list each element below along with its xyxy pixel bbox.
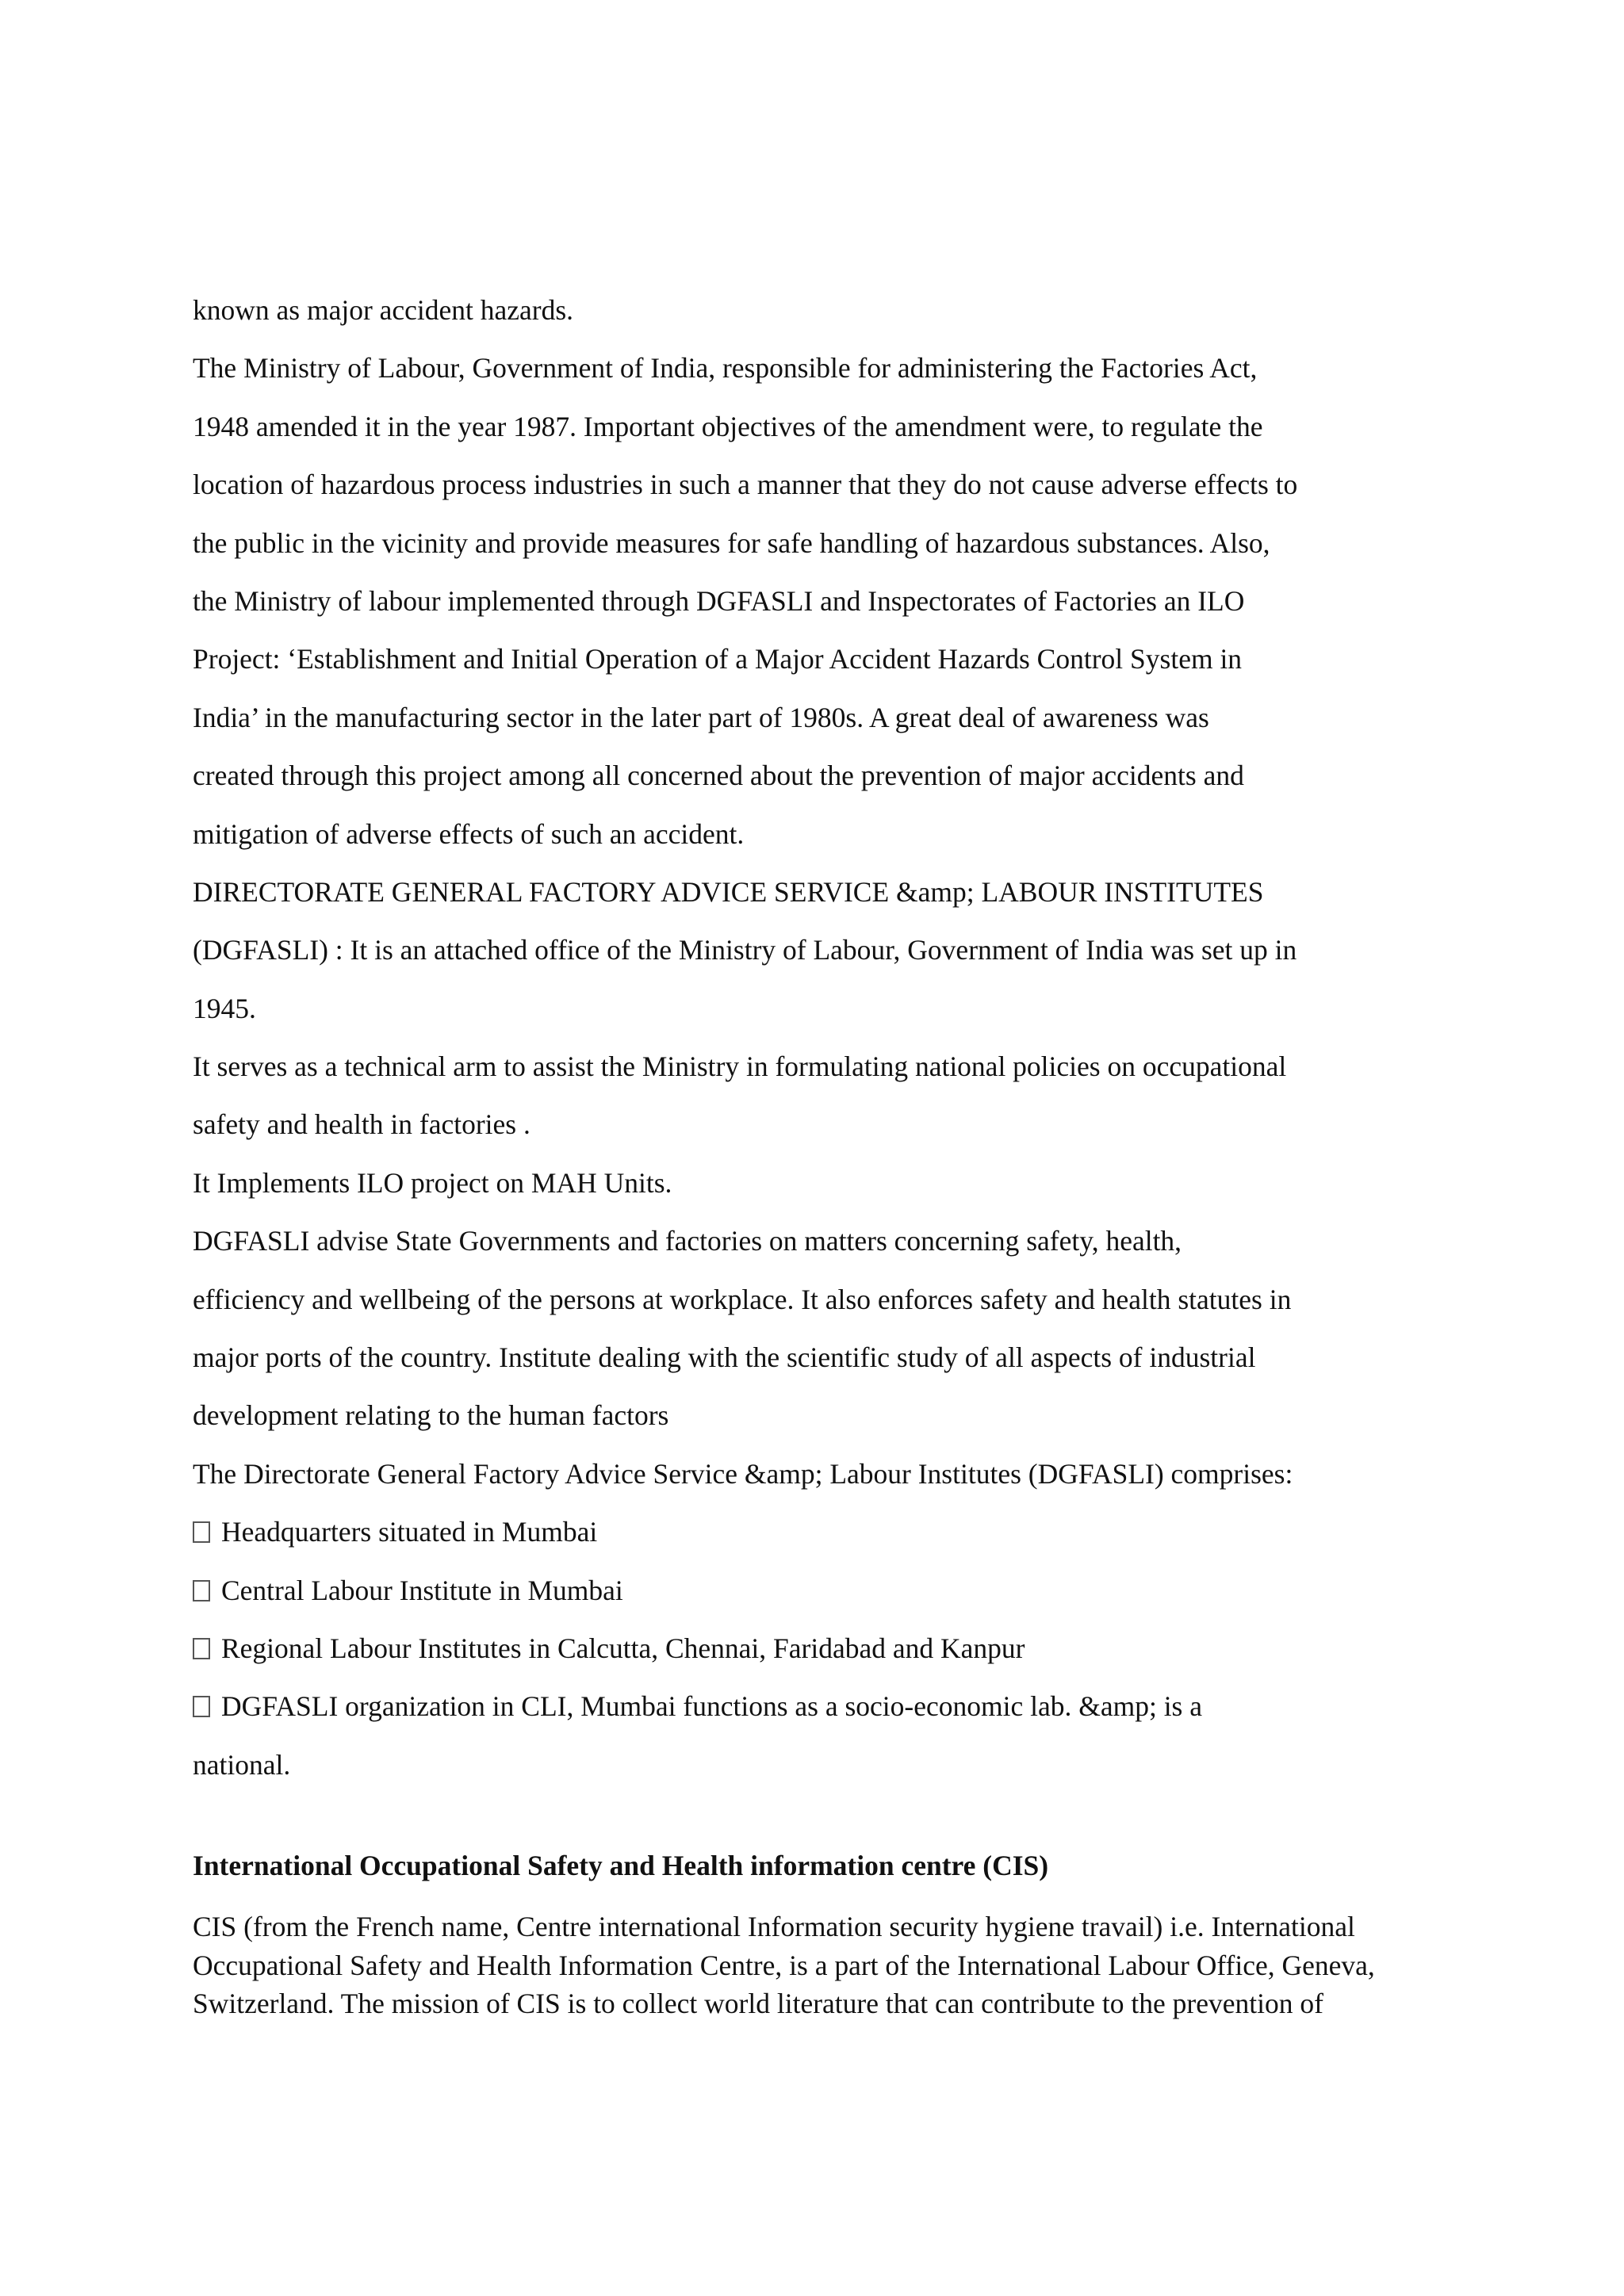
- text-line: India’ in the manufacturing sector in the later part of 1980s. A great deal of awareness was: [193, 701, 1209, 733]
- text-line: the Ministry of labour implemented through DGFASLI and Inspectorates of Factories an ILO: [193, 584, 1245, 617]
- text-line: created through this project among all concerned about the prevention of major accidents and: [193, 760, 1244, 792]
- bullet-item: [193, 1503, 1430, 1561]
- text-line: DIRECTORATE GENERAL FACTORY ADVICE SERVICE &amp; LABOUR INSTITUTES: [193, 875, 1264, 908]
- missing-glyph-bullet-icon: [193, 1580, 210, 1601]
- bullet-item: [193, 1620, 1430, 1678]
- bullet-text: Central Labour Institute in Mumbai: [221, 1574, 623, 1606]
- bullet-text: Headquarters situated in Mumbai: [221, 1516, 598, 1548]
- bullet-text: DGFASLI organization in CLI, Mumbai functions as a socio-economic lab. &amp; is a: [221, 1690, 1203, 1723]
- bullet-item: [193, 1678, 1430, 1735]
- text-line: The Ministry of Labour, Government of India, responsible for administering the Factories Act,: [193, 352, 1258, 385]
- missing-glyph-bullet-icon: [193, 1521, 210, 1543]
- text-line: major ports of the country. Institute dealing with the scientific study of all aspects of industrial: [193, 1341, 1256, 1374]
- text-line: mitigation of adverse effects of such an accident.: [193, 817, 745, 850]
- text-line: safety and health in factories .: [193, 1108, 530, 1141]
- text-line: Occupational Safety and Health Information Centre, is a part of the International Labour Office, Geneva,: [193, 1949, 1375, 1981]
- missing-glyph-bullet-icon: [193, 1696, 210, 1717]
- text-line: CIS (from the French name, Centre international Information security hygiene travail) i.e. International: [193, 1911, 1355, 1942]
- text-line: DGFASLI advise State Governments and factories on matters concerning safety, health,: [193, 1225, 1182, 1257]
- text-line: Project: ‘Establishment and Initial Operation of a Major Accident Hazards Control System in: [193, 643, 1243, 675]
- missing-glyph-bullet-icon: [193, 1638, 210, 1659]
- text-line: The Directorate General Factory Advice Service &amp; Labour Institutes (DGFASLI) comprises:: [193, 1457, 1293, 1490]
- text-line: Switzerland. The mission of CIS is to collect world literature that can contribute to the prevention of: [193, 1988, 1323, 2019]
- body-text: [193, 281, 1430, 1794]
- cis-paragraph: [193, 1908, 1461, 2023]
- text-line: (DGFASLI) : It is an attached office of the Ministry of Labour, Government of India was set up in: [193, 934, 1297, 966]
- text-line: 1945.: [193, 992, 256, 1024]
- text-line: 1948 amended it in the year 1987. Important objectives of the amendment were, to regulate the: [193, 410, 1263, 442]
- text-line: the public in the vicinity and provide measures for safe handling of hazardous substances. Also,: [193, 526, 1270, 559]
- text-line: development relating to the human factors: [193, 1399, 669, 1432]
- text-line: efficiency and wellbeing of the persons at workplace. It also enforces safety and health statutes in: [193, 1283, 1292, 1315]
- text-line: known as major accident hazards.: [193, 294, 574, 326]
- bullet-item: [193, 1562, 1430, 1620]
- text-line: location of hazardous process industries in such a manner that they do not cause adverse effects to: [193, 469, 1298, 501]
- text-line: national.: [193, 1748, 291, 1781]
- text-line: It Implements ILO project on MAH Units.: [193, 1166, 672, 1199]
- bullet-text: Regional Labour Institutes in Calcutta, Chennai, Faridabad and Kanpur: [221, 1632, 1025, 1664]
- section-heading: International Occupational Safety and Health information centre (CIS): [193, 1850, 1049, 1881]
- text-line: It serves as a technical arm to assist the Ministry in formulating national policies on occupational: [193, 1050, 1287, 1083]
